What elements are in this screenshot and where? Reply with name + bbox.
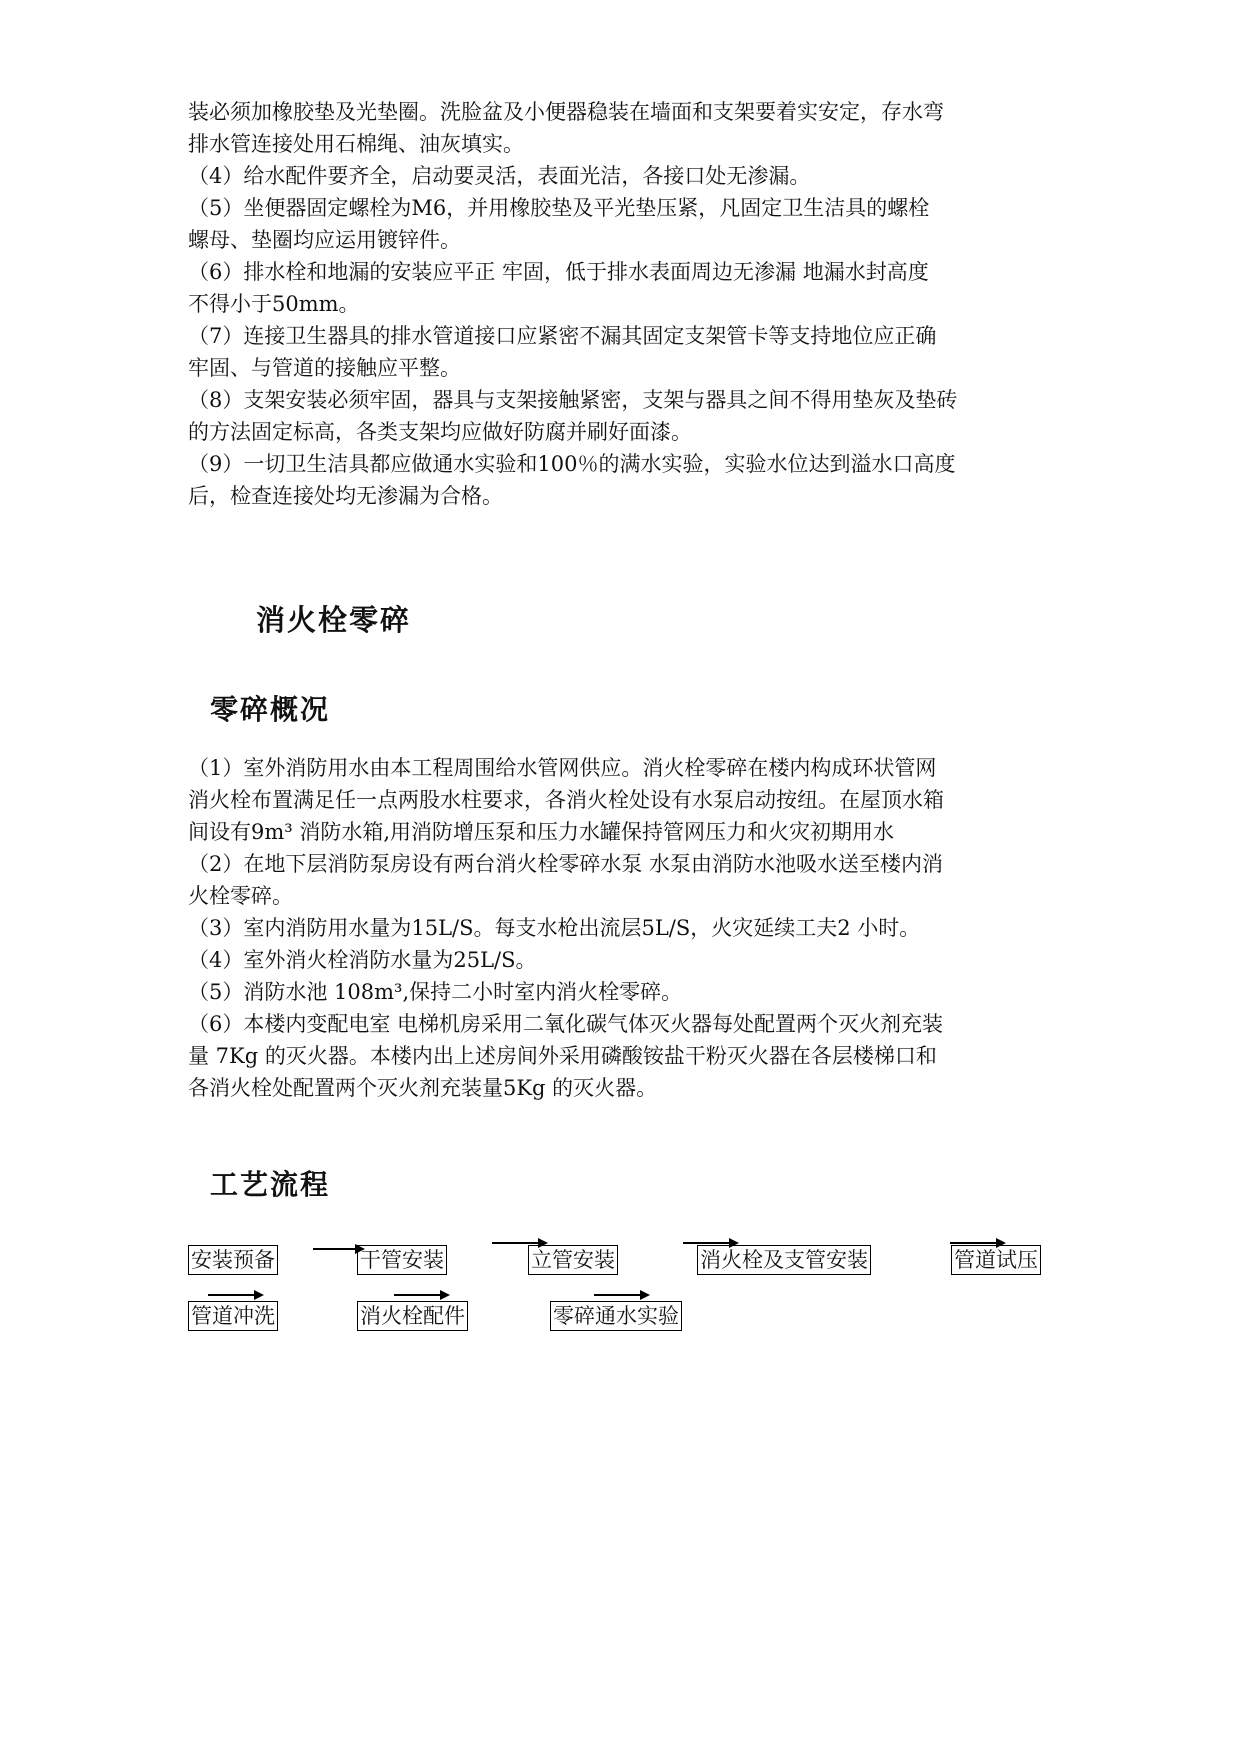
process-heading: 工艺流程: [210, 1168, 331, 1201]
text-line: （3）室内消防用水量为15L/S。每支水枪出流层5L/S，火灾延续工夫2 小时。: [188, 916, 921, 940]
flow-arrow: [492, 1238, 548, 1248]
flow-arrow: [594, 1290, 650, 1300]
text-line: （5）坐便器固定螺栓为M6，并用橡胶垫及平光垫压紧，凡固定卫生洁具的螺栓: [188, 196, 930, 220]
text-line: 牢固、与管道的接触应平整。: [188, 356, 461, 380]
text-line: 螺母、垫圈均应运用镀锌件。: [188, 228, 461, 252]
flow-step-flush: 管道冲洗: [188, 1301, 278, 1331]
text-line: 的方法固定标高，各类支架均应做好防腐并刷好面漆。: [188, 420, 692, 444]
text-line: 火栓零碎。: [188, 884, 293, 908]
flow-step-prepare: 安装预备: [188, 1245, 278, 1275]
text-line: 装必须加橡胶垫及光垫圈。洗脸盆及小便器稳装在墙面和支架要着实安定，存水弯: [188, 100, 944, 124]
text-line: 排水管连接处用石棉绳、油灰填实。: [188, 132, 524, 156]
flow-step-water-test: 零碎通水实验: [550, 1301, 682, 1331]
overview-heading: 零碎概况: [210, 693, 331, 726]
overview-paragraphs: [188, 752, 1088, 1104]
text-line: 后，检查连接处均无渗漏为合格。: [188, 484, 503, 508]
flow-step-main-pipe: 干管安装: [357, 1245, 447, 1275]
text-line: 间设有9m³ 消防水箱,用消防增压泵和压力水罐保持管网压力和火灾初期用水: [188, 820, 895, 844]
text-line: 消火栓布置满足任一点两股水柱要求，各消火栓处设有水泵启动按纽。在屋顶水箱: [188, 788, 944, 812]
flow-step-riser-pipe: 立管安装: [528, 1245, 618, 1275]
text-line: （1）室外消防用水由本工程周围给水管网供应。消火栓零碎在楼内构成环状管网: [188, 756, 937, 780]
text-line: （4）室外消火栓消防水量为25L/S。: [188, 948, 537, 972]
text-line: （8）支架安装必须牢固，器具与支架接触紧密，支架与器具之间不得用垫灰及垫砖: [188, 388, 958, 412]
flow-arrow: [313, 1244, 365, 1254]
flow-arrow: [683, 1238, 739, 1248]
text-line: （6）本楼内变配电室 电梯机房采用二氧化碳气体灭火器每处配置两个灭火剂充装: [188, 1012, 944, 1036]
text-line: （4）给水配件要齐全，启动要灵活，表面光洁，各接口处无渗漏。: [188, 164, 811, 188]
text-line: （7）连接卫生器具的排水管道接口应紧密不漏其固定支架管卡等支持地位应正确: [188, 324, 937, 348]
top-paragraphs: [188, 96, 1088, 512]
flow-arrow: [208, 1290, 264, 1300]
text-line: （9）一切卫生洁具都应做通水实验和100％的满水实验，实验水位达到溢水口高度: [188, 452, 956, 476]
flow-step-pressure-test: 管道试压: [951, 1245, 1041, 1275]
text-line: （2）在地下层消防泵房设有两台消火栓零碎水泵 水泵由消防水池吸水送至楼内消: [188, 852, 944, 876]
flow-step-hydrant-fittings: 消火栓配件: [357, 1301, 468, 1331]
flow-arrow: [950, 1238, 1006, 1248]
text-line: （6）排水栓和地漏的安装应平正 牢固，低于排水表面周边无渗漏 地漏水封高度: [188, 260, 929, 284]
flow-step-hydrant-branch: 消火栓及支管安装: [697, 1245, 871, 1275]
text-line: 不得小于50mm。: [188, 292, 360, 316]
section-title: 消火栓零碎: [256, 603, 412, 637]
text-line: （5）消防水池 108m³,保持二小时室内消火栓零碎。: [188, 980, 683, 1004]
text-line: 各消火栓处配置两个灭火剂充装量5Kg 的灭火器。: [188, 1076, 658, 1100]
text-line: 量 7Kg 的灭火器。本楼内出上述房间外采用磷酸铵盐干粉灭火器在各层楼梯口和: [188, 1044, 937, 1068]
flow-arrow: [394, 1290, 450, 1300]
